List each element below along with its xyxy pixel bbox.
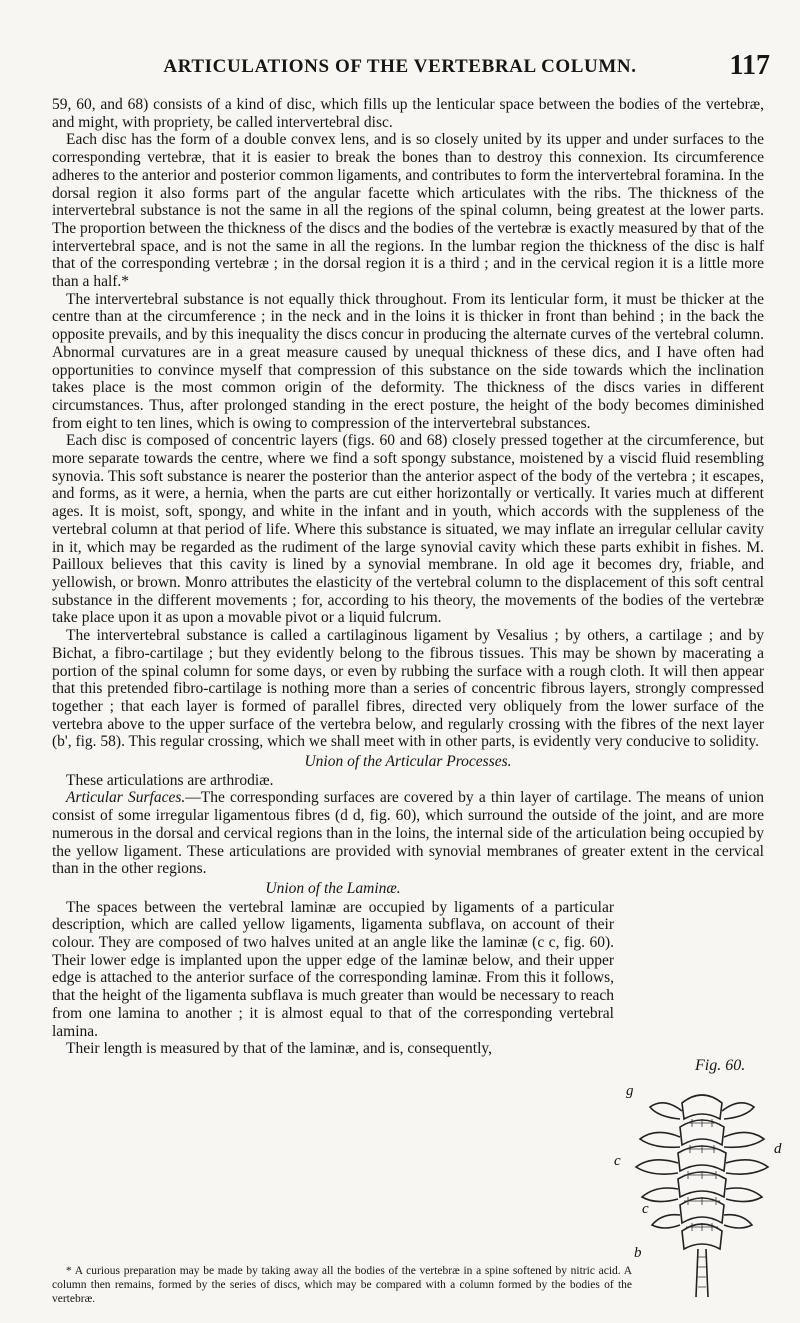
body-text xyxy=(52,96,764,1058)
figure-label: Fig. 60. xyxy=(695,1057,746,1074)
figure-letter-c-lower: c xyxy=(642,1201,649,1217)
paragraph-2: Each disc has the form of a double convex lens, and is so closely united by its upper and under surfaces to the corresponding vertebræ, that it is easier to break the bones than to destroy this connexion. Its circumference adheres to the anterior and posterior common ligaments, and contributes to form the intervertebral foramina. In the dorsal region it also forms part of the angular facette which articulates with the ribs. The thickness of the intervertebral substance is not the same in all the regions of the spinal column, being greatest at the lower parts. The proportion between the thickness of the discs and the bodies of the vertebræ is exactly measured by that of the intervertebral space, and is not the same in all the regions. In the lumbar region the thickness of the disc is half that of the corresponding vertebræ ; in the dorsal region it is a third ; and in the cervical region it is a little more than a half.* xyxy=(52,131,764,291)
figure-letter-b: b xyxy=(634,1245,642,1261)
section-heading-laminae: Union of the Laminæ. xyxy=(265,879,401,897)
figure-60 xyxy=(612,1057,792,1309)
figure-letter-d: d xyxy=(774,1141,782,1157)
laminae-section xyxy=(52,880,614,1058)
articular-surfaces-text: —The corresponding surfaces are covered by a thin layer of cartilage. The means of union consist of some irregular ligamentous fibres (d d, fig. 60), which surround the outside of the joint, and are more numerous in the dorsal and cervical regions than in the loins, the internal side of the articulation being occupied by the yellow ligament. These articulations are provided with synovial membranes of greater extent in the cervical than in the other regions. xyxy=(52,789,764,878)
paragraph-3: The intervertebral substance is not equally thick throughout. From its lenticular form, it must be thicker at the centre than at the circumference ; in the neck and in the loins it is thicker in front than behind ; in the back the opposite prevails, and by this inequality the discs concur in producing the alternate curves of the vertebral column. Abnormal curvatures are in a great measure caused by unequal thickness of these dics, and I have often had opportunities to convince myself that compression of this substance on the side towards which the inclination takes place is the most common origin of the deformity. The thickness of the discs varies in different circumstances. Thus, after prolonged standing in the erect posture, the height of the body becomes diminished from eight to ten lines, which is owing to compression of the intervertebral substances. xyxy=(52,290,764,432)
footnote-text: * A curious preparation may be made by taking away all the bodies of the vertebræ in a spine softened by nitric acid. A column then remains, formed by the series of discs, which may be compared with a column formed by the bodies of the vertebræ. xyxy=(52,1265,632,1305)
figure-letter-c-left: c xyxy=(614,1153,621,1169)
paragraph-articular-surfaces xyxy=(52,789,764,878)
running-head xyxy=(0,50,800,84)
paragraph-articular-intro: These articulations are arthrodiæ. xyxy=(66,771,274,789)
paragraph-laminae-1: The spaces between the vertebral laminæ are occupied by ligaments of a particular description, which are called yellow ligaments, ligamenta subflava, on account of their colour. They are composed of two halves united at an angle like the laminæ (c c, fig. 60). Their lower edge is implanted upon the upper edge of the laminæ below, and their upper edge is attached to the anterior surface of the corresponding laminæ. From this it follows, that the height of the ligamenta subflava is much greater than would be necessary to reach from one lamina to another ; it is almost equal to that of the corresponding vertebral lamina. xyxy=(52,898,614,1040)
paragraph-5: The intervertebral substance is called a cartilaginous ligament by Vesalius ; by others, a cartilage ; and by Bichat, a fibro-cartilage ; but they evidently belong to the fibrous tissues. This may be shown by macerating a portion of the spinal column for some days, or even by rubbing the surface with a rough cloth. It will then appear that this pretended fibro-cartilage is nothing more than a series of concentric fibrous layers, strongly compressed together ; that each layer is formed of parallel fibres, directed very obliquely from the lower surface of the vertebra above to the upper surface of the vertebra below, and regularly crossing with the fibres of the next layer (b', fig. 58). This regular crossing, which we shall meet with in other parts, is evidently very conducive to solidity. xyxy=(52,627,764,751)
paragraph-4: Each disc is composed of concentric layers (figs. 60 and 68) closely pressed together at the circumference, but more separate towards the centre, where we find a soft spongy substance, moistened by a viscid fluid resembling synovia. This soft substance is nearer the posterior than the anterior aspect of the body of the vertebra ; it escapes, and forms, as it were, a hernia, when the parts are cut either horizontally or vertically. It varies much at different ages. It is moist, soft, spongy, and white in the infant and in youth, which accords with the suppleness of the vertebral column at that period of life. Where this substance is situated, we may inflate an irregular cellular cavity in it, which may be regarded as the rudiment of the large synovial cavity which these parts exhibit in fishes. M. Pailloux believes that this cavity is lined by a synovial membrane. In old age it becomes dry, friable, and yellowish, or brown. Monro attributes the elasticity of the vertebral column to the displacement of this soft central substance in the different movements ; for, according to his theory, the movements of the bodies of the vertebræ take place upon it as upon a movable pivot or a liquid fulcrum. xyxy=(52,432,764,627)
vertebral-arch-illustration xyxy=(612,1057,792,1309)
page-title: ARTICULATIONS OF THE VERTEBRAL COLUMN. xyxy=(163,56,637,77)
subheading-articular-surfaces: Articular Surfaces. xyxy=(66,789,186,807)
footnote xyxy=(52,1264,632,1306)
page-number: 117 xyxy=(729,50,770,81)
section-heading-articular: Union of the Articular Processes. xyxy=(304,753,512,771)
figure-letter-g: g xyxy=(626,1083,634,1099)
paragraph-1: 59, 60, and 68) consists of a kind of disc, which fills up the lenticular space between the bodies of the vertebræ, and might, with propriety, be called intervertebral disc. xyxy=(52,96,764,131)
paragraph-laminae-2: Their length is measured by that of the laminæ, and is, consequently, xyxy=(66,1040,493,1058)
